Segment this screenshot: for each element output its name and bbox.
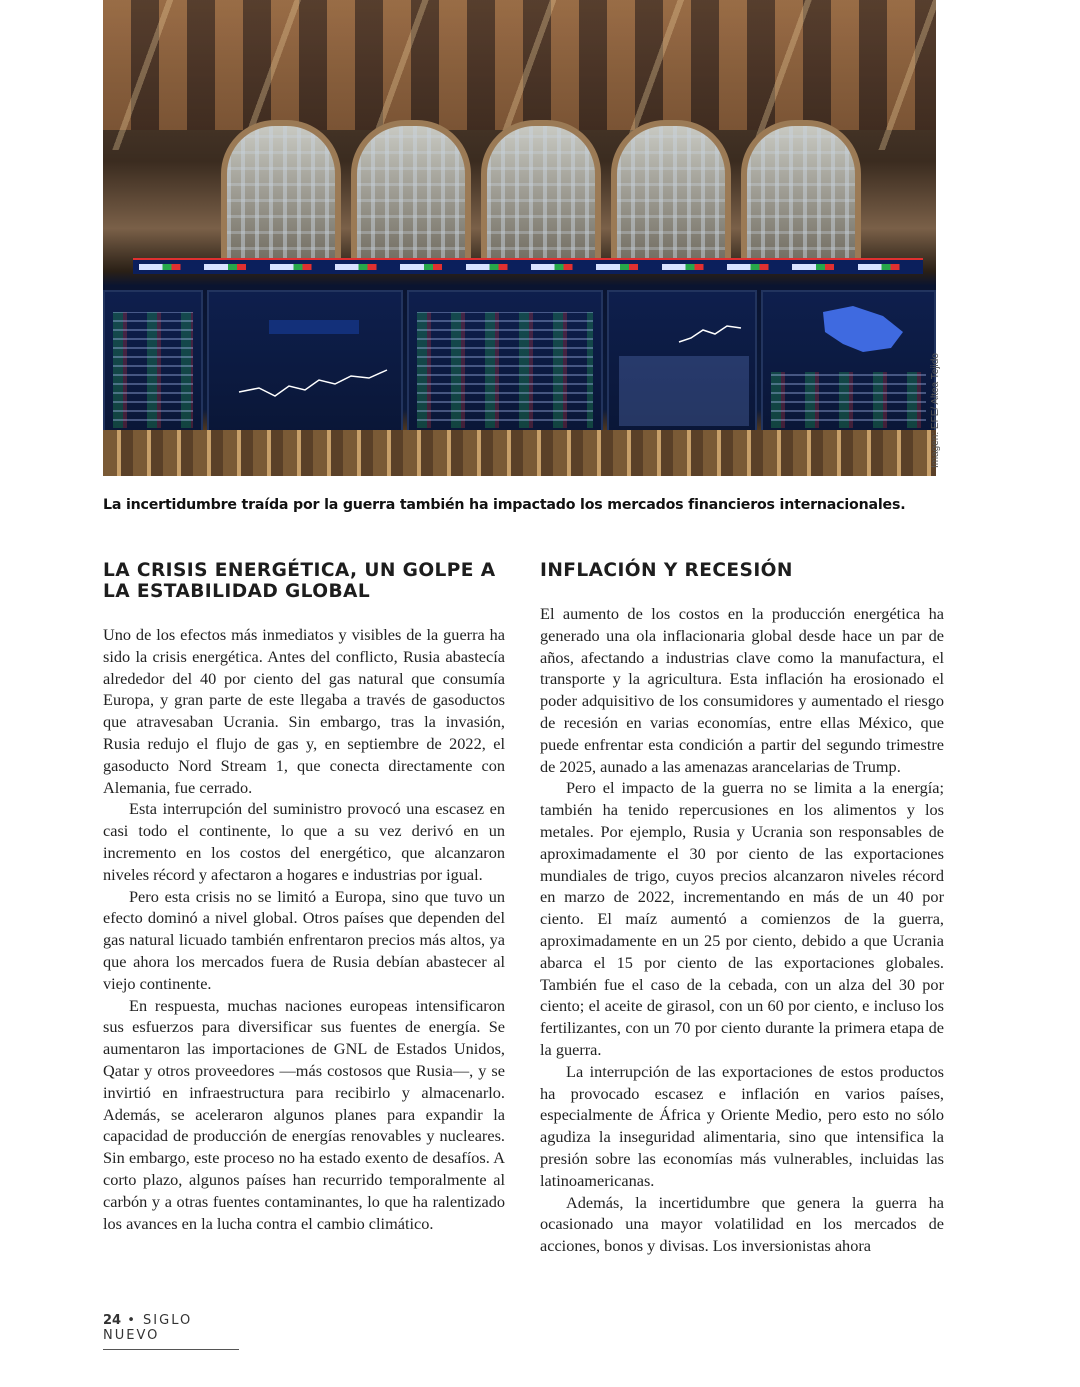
quote-screen: [407, 290, 603, 440]
paragraph: Pero esta crisis no se limitó a Europa, sino que tuvo un efecto dominó a nivel global. Otros países que dependen del gas natural licuado también enfrentaron precios más altos, ya que ahora los mercados fuera de Rusia debían abastecer al viejo continente.: [103, 886, 505, 993]
stock-exchange-photo: [103, 0, 936, 476]
map-screen: [761, 290, 936, 440]
right-column: [540, 560, 944, 1257]
arched-window: [481, 120, 601, 272]
left-column: [103, 560, 505, 1234]
paragraph: La interrupción de las exportaciones de estos productos ha provocado escasez e inflación en varios países, especialmente de África y Oriente Medio, pero esto no sólo agudiza la inseguridad alimentaria, sino que intensifica la presión sobre las economías más vulnerables, incluidas las latinoamericanas.: [540, 1061, 944, 1190]
trading-floor-railing: [103, 430, 936, 476]
paragraph: Pero el impacto de la guerra no se limita a la energía; también ha tenido repercusiones en los alimentos y los metales. Por ejemplo, Rusia y Ucrania son responsables de aproximadamente el 30 por ciento de las exportaciones mundiales de trigo, cuyos precios alcanzaron niveles récord en marzo de 2022, incrementando en más de un 40 por ciento. El maíz aumentó a comienzos de la guerra, aproximadamente en un 25 por ciento, debido a que Ucrania abarca el 15 por ciento de las exportaciones globales. También fue el caso de la cebada, con un alza del 30 por ciento; el aceite de girasol, con un 60 por ciento, e incluso los fertilizantes, con un 70 por ciento durante la primera etapa de la guerra.: [540, 778, 944, 1059]
paragraph: Esta interrupción del suministro provocó una escasez en casi todo el continente, lo que a su vez derivó en un incremento en los costos del energético, que alcanzaron niveles récord y afectaron a hogares e industrias por igual.: [103, 799, 505, 884]
chart-screen: [607, 290, 757, 440]
photo-caption: La incertidumbre traída por la guerra también ha impactado los mercados financieros internacionales.: [103, 497, 906, 513]
arched-window: [741, 120, 861, 272]
arched-window: [351, 120, 471, 272]
photo-credit: Imagen: EFE/ Altea Tejido: [930, 353, 941, 468]
section-heading: LA CRISIS ENERGÉTICA, UN GOLPE A LA ESTABILIDAD GLOBAL: [103, 560, 496, 602]
stock-ticker-band: [133, 258, 923, 274]
chart-screen: [207, 290, 403, 440]
arched-window: [221, 120, 341, 272]
quote-screen: [103, 290, 203, 440]
paragraph: En respuesta, muchas naciones europeas intensificaron sus esfuerzos para diversificar sus fuentes de energía. Se aumentaron las importaciones de GNL de Estados Unidos, Qatar y otros proveedores —más costosos que Rusia—, y se invirtió en infraestructura para recibirlo y almacenarlo. Además, se aceleraron algunos planes para expandir la capacidad de producción de energías renovables y nucleares. Sin embargo, este proceso no ha estado exento de desafíos. A corto plazo, algunos países han recurrido temporalmente al carbón y a otras fuentes contaminantes, lo que ha ralentizado los avances en la lucha contra el cambio climático.: [103, 995, 505, 1233]
publication-name: SIGLO NUEVO: [103, 1313, 193, 1343]
page-number: 24: [103, 1313, 122, 1328]
arched-window: [611, 120, 731, 272]
price-chart-graphic: [209, 292, 405, 442]
page-footer: [103, 1313, 239, 1350]
paragraph: Además, la incertidumbre que genera la guerra ha ocasionado una mayor volatilidad en los mercados de acciones, bonos y divisas. Los inversionistas ahora: [540, 1192, 944, 1256]
paragraph: El aumento de los costos en la producción energética ha generado una ola inflacionaria global desde hace un par de años, afectando a industrias clave como la manufactura, el transporte y la agricultura. Esta inflación ha erosionado el poder adquisitivo de los consumidores y aumentado el riesgo de recesión en varias economías, entre ellas México, que puede enfrentar esta condición a partir del segundo trimestre de 2025, aunado a las amenazas arancelarias de Trump.: [540, 604, 944, 776]
index-chart-graphic: [609, 292, 759, 442]
section-heading: INFLACIÓN Y RECESIÓN: [540, 560, 793, 581]
article-body: [103, 624, 505, 1234]
footer-separator: •: [127, 1313, 137, 1328]
article-body: [540, 603, 944, 1257]
paragraph: Uno de los efectos más inmediatos y visibles de la guerra ha sido la crisis energética. Antes del conflicto, Rusia abastecía alrededor del 40 por ciento del gas natural que consumía Europa, y gran parte de este llegaba a través de gasoductos que atravesaban Ucrania. Sin embargo, tras la invasión, Rusia redujo el flujo de gas y, en septiembre de 2022, el gasoducto Nord Stream 1, que conecta directamente con Alemania, fue cerrado.: [103, 625, 505, 797]
